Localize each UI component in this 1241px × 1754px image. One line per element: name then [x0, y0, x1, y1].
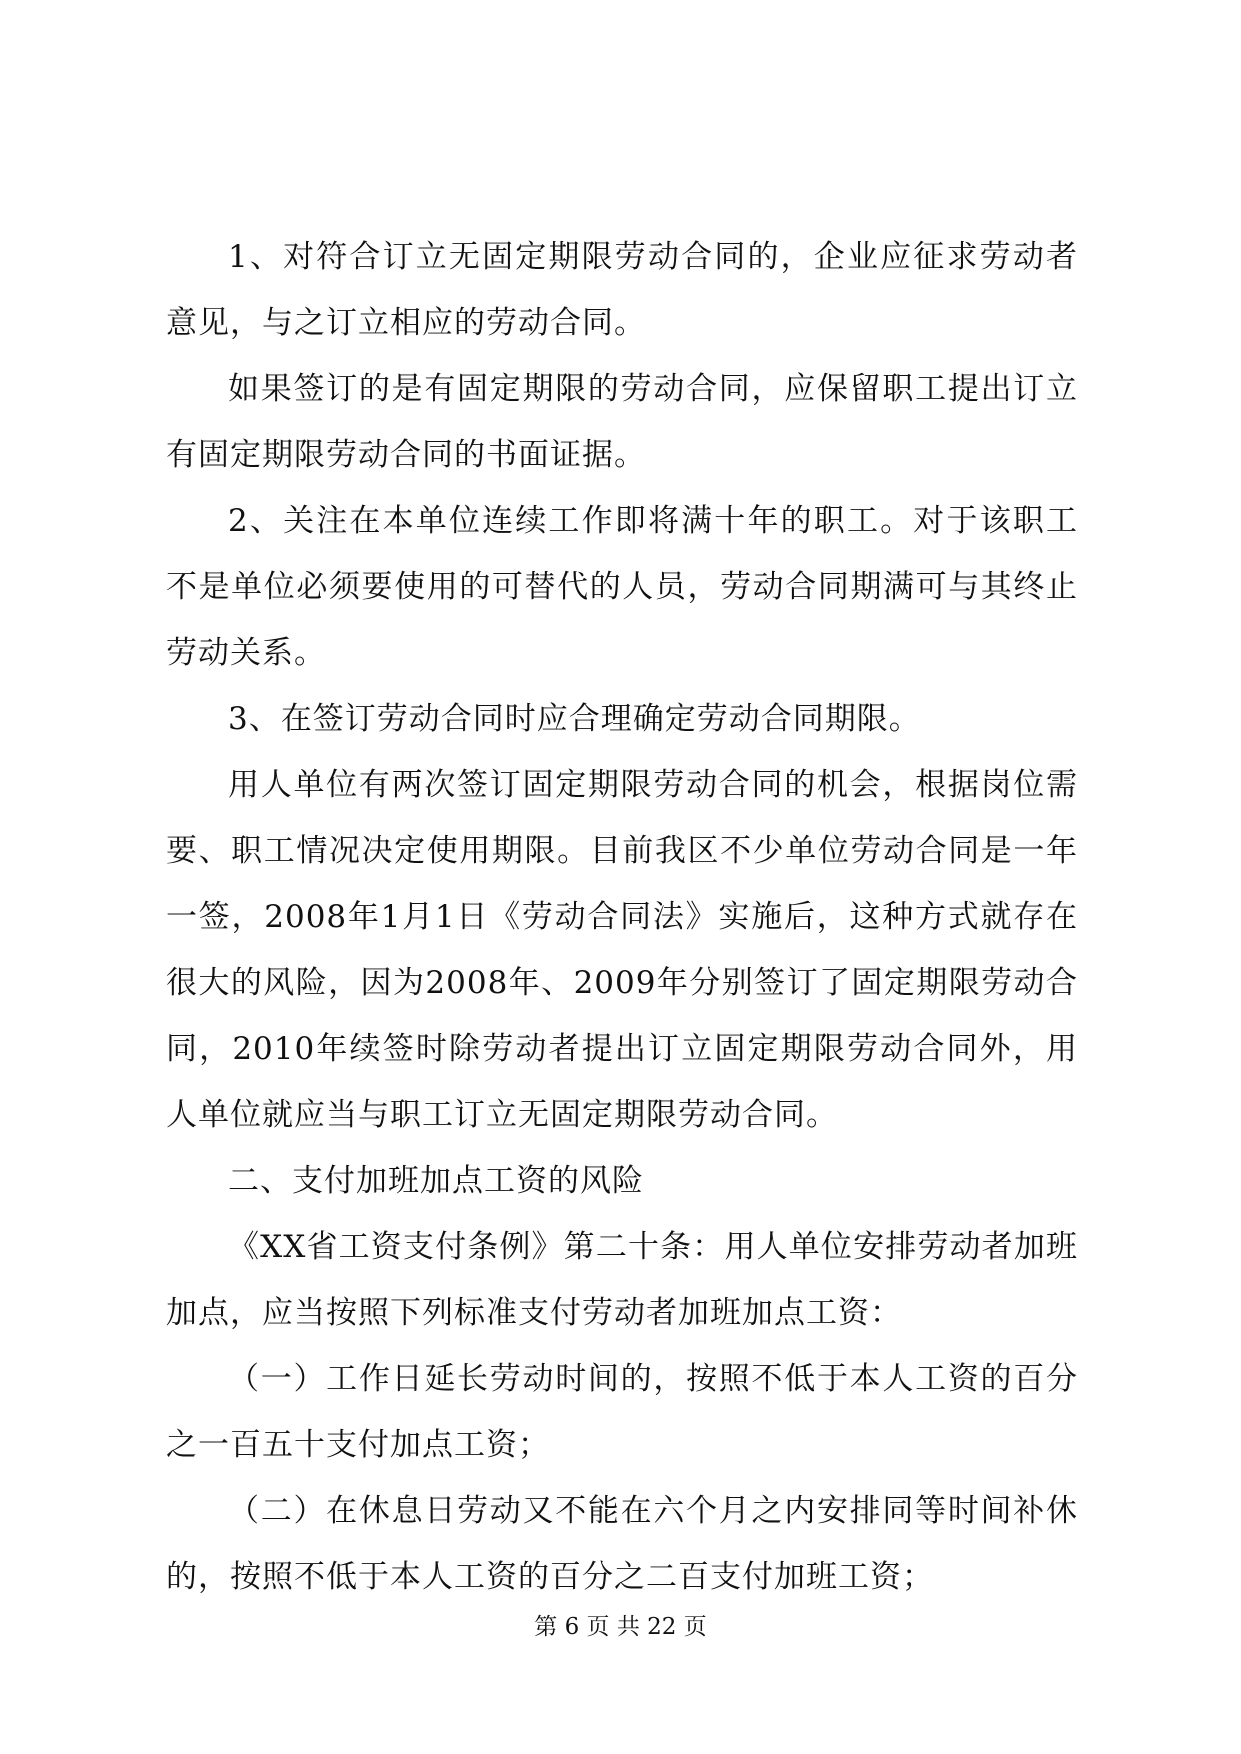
paragraph-5: 用人单位有两次签订固定期限劳动合同的机会，根据岗位需要、职工情况决定使用期限。目前我区不少单位劳动合同是一年一签，2008年1月1日《劳动合同法》实施后，这种方式就存在很大的风险，因为2008年、2009年分别签订了固定期限劳动合同，2010年续签时除劳动者提出订立固定期限劳动合同外，用人单位就应当与职工订立无固定期限劳动合同。: [166, 767, 1078, 1133]
section-heading: 二、支付加班加点工资的风险: [228, 1163, 644, 1199]
paragraph-7: 《XX省工资支付条例》第二十条：用人单位安排劳动者加班加点，应当按照下列标准支付劳动者加班加点工资：: [166, 1229, 1078, 1331]
list-item-1: （一）工作日延长劳动时间的，按照不低于本人工资的百分之一百五十支付加点工资；: [166, 1361, 1078, 1463]
list-item-2: （二）在休息日劳动又不能在六个月之内安排同等时间补休的，按照不低于本人工资的百分之二百支付加班工资；: [166, 1493, 1078, 1595]
paragraph-3: 2、关注在本单位连续工作即将满十年的职工。对于该职工不是单位必须要使用的可替代的人员，劳动合同期满可与其终止劳动关系。: [166, 503, 1078, 671]
paragraph-1: 1、对符合订立无固定期限劳动合同的，企业应征求劳动者意见，与之订立相应的劳动合同。: [166, 239, 1078, 341]
paragraph-4: 3、在签订劳动合同时应合理确定劳动合同期限。: [228, 701, 921, 737]
page-footer: 第 6 页 共 22 页: [534, 1614, 707, 1640]
paragraph-2: 如果签订的是有固定期限的劳动合同，应保留职工提出订立有固定期限劳动合同的书面证据。: [166, 371, 1078, 473]
document-body: [166, 224, 1078, 1610]
